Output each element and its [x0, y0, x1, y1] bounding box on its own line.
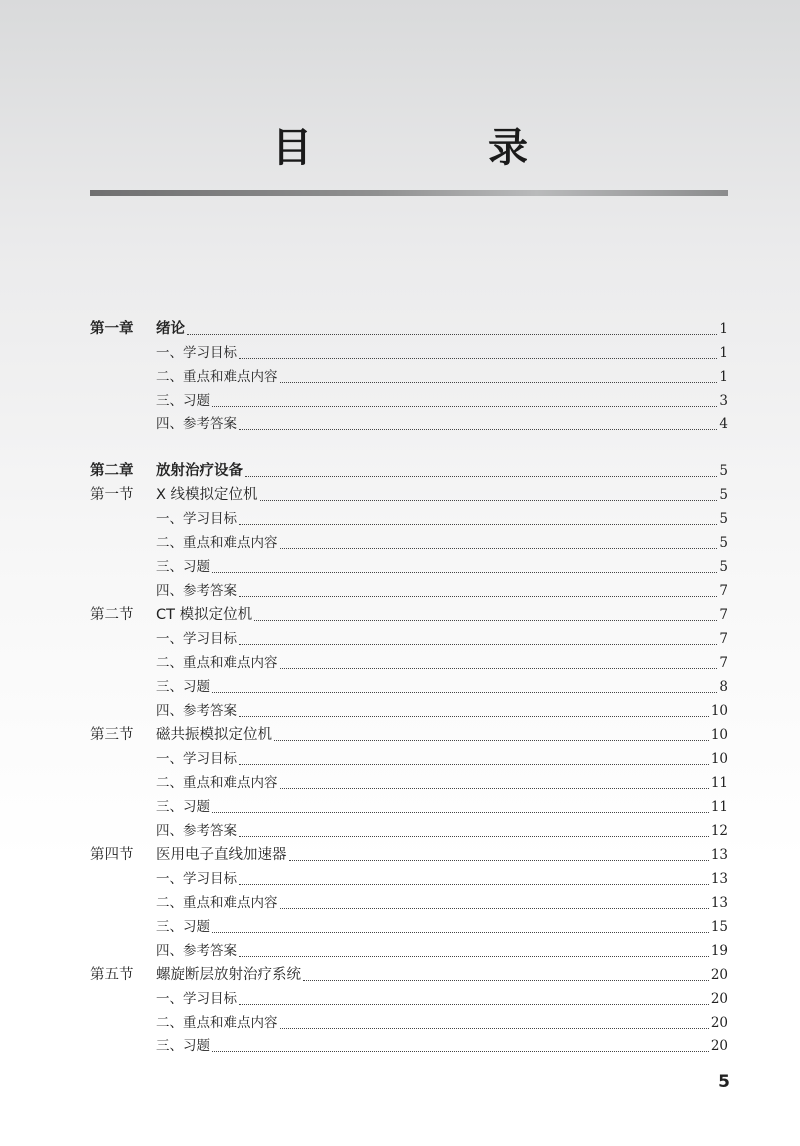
toc-section-1[interactable] [90, 484, 728, 506]
page-ref: 8 [719, 679, 728, 695]
toc-item[interactable] [90, 532, 728, 554]
dot-leader [239, 836, 709, 837]
item-label: 二、重点和难点内容 [156, 369, 278, 385]
section-number: 第一节 [90, 487, 134, 503]
toc-chapter-1[interactable] [90, 318, 728, 340]
page-ref: 15 [710, 919, 728, 935]
item-label: 三、习题 [156, 1038, 210, 1054]
dot-leader [280, 1028, 709, 1029]
item-label: 一、学习目标 [156, 751, 237, 767]
chapter-title: 绪论 [156, 321, 185, 337]
page-ref: 11 [710, 799, 728, 815]
toc-item[interactable] [90, 940, 728, 962]
section-number: 第二节 [90, 607, 134, 623]
toc-item[interactable] [90, 748, 728, 770]
toc-item[interactable] [90, 796, 728, 818]
toc-item[interactable] [90, 916, 728, 938]
toc-section-5[interactable] [90, 964, 728, 986]
page-ref: 10 [710, 703, 728, 719]
toc-item[interactable] [90, 892, 728, 914]
dot-leader [245, 476, 717, 477]
page-ref: 5 [719, 463, 728, 479]
page-ref: 5 [719, 487, 728, 503]
item-label: 三、习题 [156, 679, 210, 695]
toc-section-3[interactable] [90, 724, 728, 746]
page-ref: 1 [719, 369, 728, 385]
toc-item[interactable] [90, 390, 728, 412]
section-number: 第五节 [90, 967, 134, 983]
page-ref: 11 [710, 775, 728, 791]
item-label: 三、习题 [156, 559, 210, 575]
section-title: 磁共振模拟定位机 [156, 727, 272, 743]
dot-leader [280, 668, 718, 669]
page-ref: 3 [719, 393, 728, 409]
dot-leader [239, 524, 717, 525]
chapter-number: 第一章 [90, 321, 134, 337]
item-label: 一、学习目标 [156, 345, 237, 361]
page-ref: 5 [719, 535, 728, 551]
dot-leader [187, 334, 717, 335]
dot-leader [280, 788, 709, 789]
toc-item[interactable] [90, 1012, 728, 1034]
page-ref: 20 [710, 991, 728, 1007]
dot-leader [212, 406, 717, 407]
page-ref: 13 [710, 847, 728, 863]
dot-leader [239, 716, 709, 717]
dot-leader [303, 980, 709, 981]
item-label: 一、学习目标 [156, 511, 237, 527]
toc-chapter-2[interactable] [90, 460, 728, 482]
toc-item[interactable] [90, 676, 728, 698]
item-label: 三、习题 [156, 919, 210, 935]
dot-leader [260, 500, 718, 501]
dot-leader [212, 812, 709, 813]
dot-leader [239, 644, 717, 645]
dot-leader [239, 596, 717, 597]
page-ref: 5 [719, 559, 728, 575]
toc-section-4[interactable] [90, 844, 728, 866]
item-label: 二、重点和难点内容 [156, 895, 278, 911]
toc-item[interactable] [90, 413, 728, 435]
item-label: 三、习题 [156, 799, 210, 815]
toc-item[interactable] [90, 652, 728, 674]
dot-leader [280, 548, 718, 549]
dot-leader [280, 382, 718, 383]
chapter-title: 放射治疗设备 [156, 463, 243, 479]
dot-leader [239, 764, 709, 765]
toc-item[interactable] [90, 556, 728, 578]
page-ref: 7 [719, 607, 728, 623]
dot-leader [212, 572, 717, 573]
toc-item[interactable] [90, 628, 728, 650]
page-ref: 20 [710, 1015, 728, 1031]
page-ref: 7 [719, 631, 728, 647]
toc-item[interactable] [90, 580, 728, 602]
item-label: 二、重点和难点内容 [156, 775, 278, 791]
toc-item[interactable] [90, 868, 728, 890]
toc-item[interactable] [90, 820, 728, 842]
dot-leader [212, 932, 709, 933]
dot-leader [239, 956, 709, 957]
page-title: 目 录 [272, 125, 596, 171]
dot-leader [239, 358, 717, 359]
item-label: 一、学习目标 [156, 631, 237, 647]
dot-leader [289, 860, 709, 861]
page-ref: 7 [719, 655, 728, 671]
page-ref: 20 [710, 967, 728, 983]
toc-item[interactable] [90, 772, 728, 794]
toc-item[interactable] [90, 988, 728, 1010]
dot-leader [239, 1004, 709, 1005]
dot-leader [239, 429, 717, 430]
page-ref: 19 [710, 943, 728, 959]
page-ref: 1 [719, 321, 728, 337]
dot-leader [212, 692, 717, 693]
dot-leader [239, 884, 709, 885]
page-ref: 10 [710, 727, 728, 743]
section-title: 螺旋断层放射治疗系统 [156, 967, 301, 983]
item-label: 一、学习目标 [156, 991, 237, 1007]
section-number: 第三节 [90, 727, 134, 743]
item-label: 二、重点和难点内容 [156, 535, 278, 551]
section-title: CT 模拟定位机 [156, 607, 253, 623]
dot-leader [274, 740, 709, 741]
page-ref: 20 [710, 1038, 728, 1054]
page-ref: 1 [719, 345, 728, 361]
item-label: 四、参考答案 [156, 943, 237, 959]
dot-leader [212, 1051, 709, 1052]
item-label: 三、习题 [156, 393, 210, 409]
section-number: 第四节 [90, 847, 134, 863]
toc-item[interactable] [90, 508, 728, 530]
item-label: 二、重点和难点内容 [156, 655, 278, 671]
toc-item[interactable] [90, 366, 728, 388]
section-title: X 线模拟定位机 [156, 487, 258, 503]
page-ref: 13 [710, 871, 728, 887]
item-label: 一、学习目标 [156, 871, 237, 887]
section-title: 医用电子直线加速器 [156, 847, 287, 863]
dot-leader [280, 908, 709, 909]
dot-leader [254, 620, 717, 621]
page-ref: 4 [719, 416, 728, 432]
toc-item[interactable] [90, 700, 728, 722]
page-ref: 10 [710, 751, 728, 767]
page-number: 5 [718, 1072, 730, 1092]
toc-section-2[interactable] [90, 604, 728, 626]
item-label: 四、参考答案 [156, 823, 237, 839]
page-ref: 7 [719, 583, 728, 599]
page-ref: 13 [710, 895, 728, 911]
item-label: 四、参考答案 [156, 583, 237, 599]
item-label: 二、重点和难点内容 [156, 1015, 278, 1031]
toc-item[interactable] [90, 1035, 728, 1057]
page-ref: 12 [710, 823, 728, 839]
chapter-number: 第二章 [90, 463, 134, 479]
item-label: 四、参考答案 [156, 703, 237, 719]
toc-item[interactable] [90, 342, 728, 364]
item-label: 四、参考答案 [156, 416, 237, 432]
page-ref: 5 [719, 511, 728, 527]
